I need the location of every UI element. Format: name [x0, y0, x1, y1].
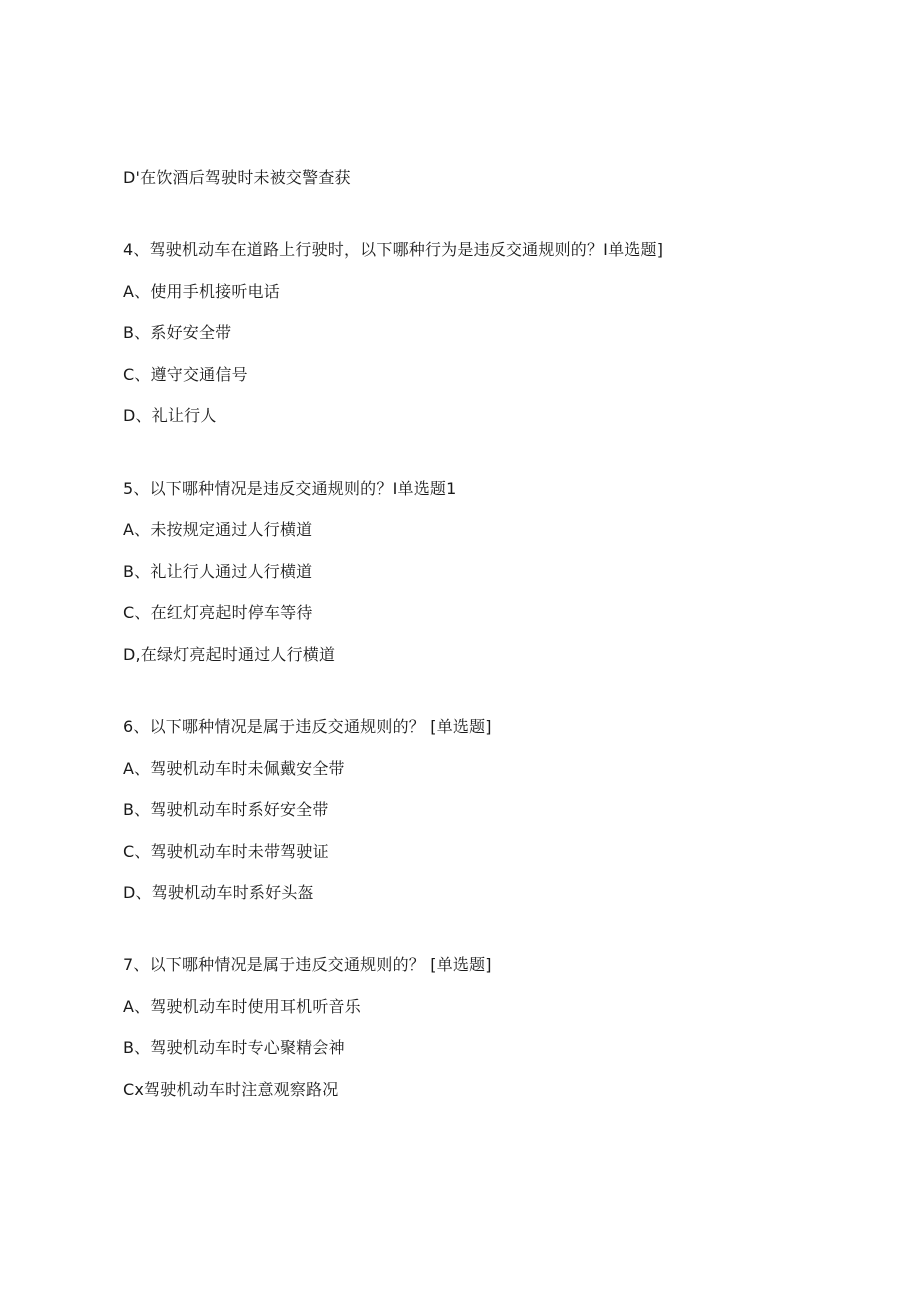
q6-question: 6、以下哪种情况是属于违反交通规则的？ [单选题] [123, 717, 492, 736]
q6-option-d: D、驾驶机动车时系好头盔 [123, 883, 314, 902]
q5-option-a: A、未按规定通过人行横道 [123, 520, 313, 539]
q5-option-c: C、在红灯亮起时停车等待 [123, 603, 313, 622]
q6-option-c: C、驾驶机动车时未带驾驶证 [123, 842, 329, 861]
q7-option-b: B、驾驶机动车时专心聚精会神 [123, 1038, 345, 1057]
q5-option-b: B、礼让行人通过人行横道 [123, 562, 313, 581]
q7-option-c: Cx驾驶机动车时注意观察路况 [123, 1080, 339, 1099]
q4-option-d: D、礼让行人 [123, 406, 217, 425]
q7-option-a: A、驾驶机动车时使用耳机听音乐 [123, 997, 361, 1016]
q5-option-d: D,在绿灯亮起时通过人行横道 [123, 645, 336, 664]
q4-option-b: B、系好安全带 [123, 323, 232, 342]
q6-option-b: B、驾驶机动车时系好安全带 [123, 800, 329, 819]
q4-option-c: C、遵守交通信号 [123, 365, 248, 384]
q3-option-d: D'在饮酒后驾驶时未被交警查获 [123, 168, 351, 187]
q5-question: 5、以下哪种情况是违反交通规则的？I单选题1 [123, 479, 457, 498]
q4-question: 4、驾驶机动车在道路上行驶时，以下哪种行为是违反交通规则的？I单选题] [123, 240, 664, 259]
q4-option-a: A、使用手机接听电话 [123, 282, 280, 301]
q7-question: 7、以下哪种情况是属于违反交通规则的？ [单选题] [123, 955, 492, 974]
q6-option-a: A、驾驶机动车时未佩戴安全带 [123, 759, 345, 778]
